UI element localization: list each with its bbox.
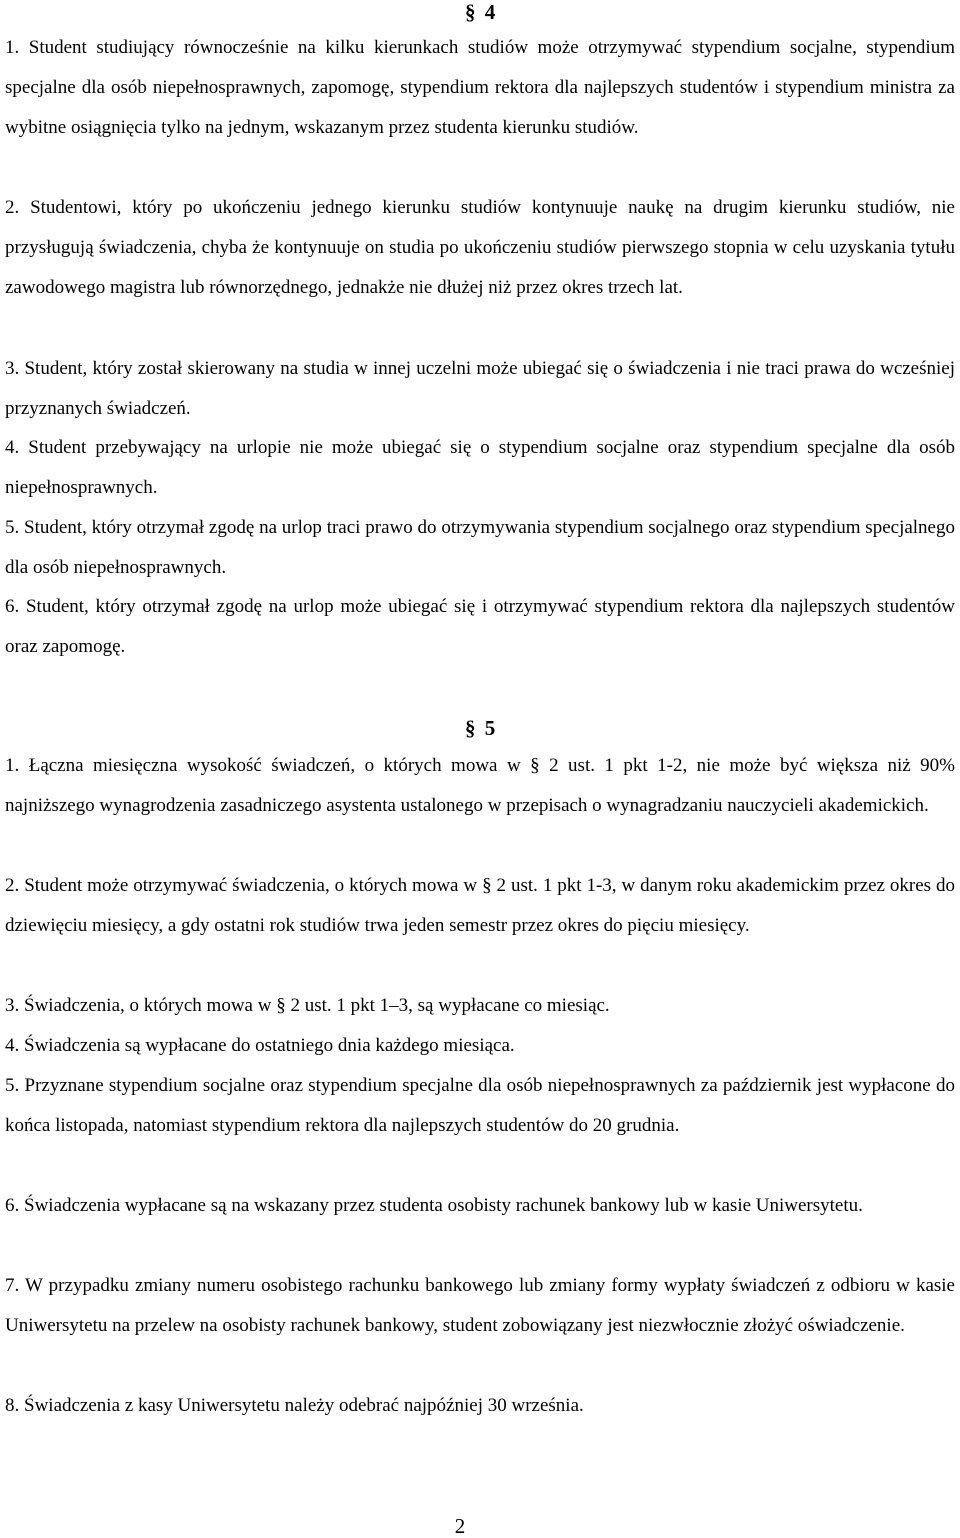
section-4-paragraph-4: 4. Student przebywający na urlopie nie może ubiegać się o stypendium socjalne oraz stypendium specjalne dla osób niepełnosprawnych. [5, 437, 955, 498]
section-4-paragraph-3: 3. Student, który został skierowany na studia w innej uczelni może ubiegać się o świadczenia i nie traci prawa do wcześniej przyznanych świadczeń. [5, 358, 955, 419]
section-4-paragraph-2: 2. Studentowi, który po ukończeniu jednego kierunku studiów kontynuuje naukę na drugim kierunku studiów, nie przysługują świadczenia, chyba że kontynuuje on studia po ukończeniu studiów pierwszego stopnia w celu uzyskania tytułu zawodowego magistra lub równorzędnego, jednakże nie dłużej niż przez okres trzech lat. [5, 197, 955, 298]
page-number: 2 [454, 1514, 466, 1538]
section-5-paragraph-8: 8. Świadczenia z kasy Uniwersytetu należy odebrać najpóźniej 30 września. [5, 1395, 584, 1416]
section-heading-5: § 5 [465, 716, 498, 740]
section-5-paragraph-4: 4. Świadczenia są wypłacane do ostatniego dnia każdego miesiąca. [5, 1035, 515, 1056]
section-heading-4: § 4 [465, 0, 498, 24]
section-5-paragraph-1: 1. Łączna miesięczna wysokość świadczeń, o których mowa w § 2 ust. 1 pkt 1-2, nie może być większa niż 90% najniższego wynagrodzenia zasadniczego asystenta ustalonego w przepisach o wynagradzaniu nauczycieli akademickich. [5, 755, 955, 816]
section-4-paragraph-1: 1. Student studiujący równocześnie na kilku kierunkach studiów może otrzymywać stypendium socjalne, stypendium specjalne dla osób niepełnosprawnych, zapomogę, stypendium rektora dla najlepszych studentów i stypendium ministra za wybitne osiągnięcia tylko na jednym, wskazanym przez studenta kierunku studiów. [5, 37, 955, 138]
section-4-paragraph-6: 6. Student, który otrzymał zgodę na urlop może ubiegać się i otrzymywać stypendium rektora dla najlepszych studentów oraz zapomogę. [5, 596, 955, 657]
section-4-paragraph-5: 5. Student, który otrzymał zgodę na urlop traci prawo do otrzymywania stypendium socjalnego oraz stypendium specjalnego dla osób niepełnosprawnych. [5, 517, 955, 578]
section-5-paragraph-2: 2. Student może otrzymywać świadczenia, o których mowa w § 2 ust. 1 pkt 1-3, w danym roku akademickim przez okres do dziewięciu miesięcy, a gdy ostatni rok studiów trwa jeden semestr przez okres do pięciu miesięcy. [5, 875, 955, 936]
section-5-paragraph-5: 5. Przyznane stypendium socjalne oraz stypendium specjalne dla osób niepełnosprawnych za październik jest wypłacone do końca listopada, natomiast stypendium rektora dla najlepszych studentów do 20 grudnia. [5, 1075, 955, 1136]
section-5-paragraph-6: 6. Świadczenia wypłacane są na wskazany przez studenta osobisty rachunek bankowy lub w kasie Uniwersytetu. [5, 1195, 863, 1216]
section-5-paragraph-7: 7. W przypadku zmiany numeru osobistego rachunku bankowego lub zmiany formy wypłaty świadczeń z odbioru w kasie Uniwersytetu na przelew na osobisty rachunek bankowy, student zobowiązany jest niezwłocznie złożyć oświadczenie. [5, 1275, 955, 1336]
section-5-paragraph-3: 3. Świadczenia, o których mowa w § 2 ust. 1 pkt 1–3, są wypłacane co miesiąc. [5, 995, 610, 1016]
